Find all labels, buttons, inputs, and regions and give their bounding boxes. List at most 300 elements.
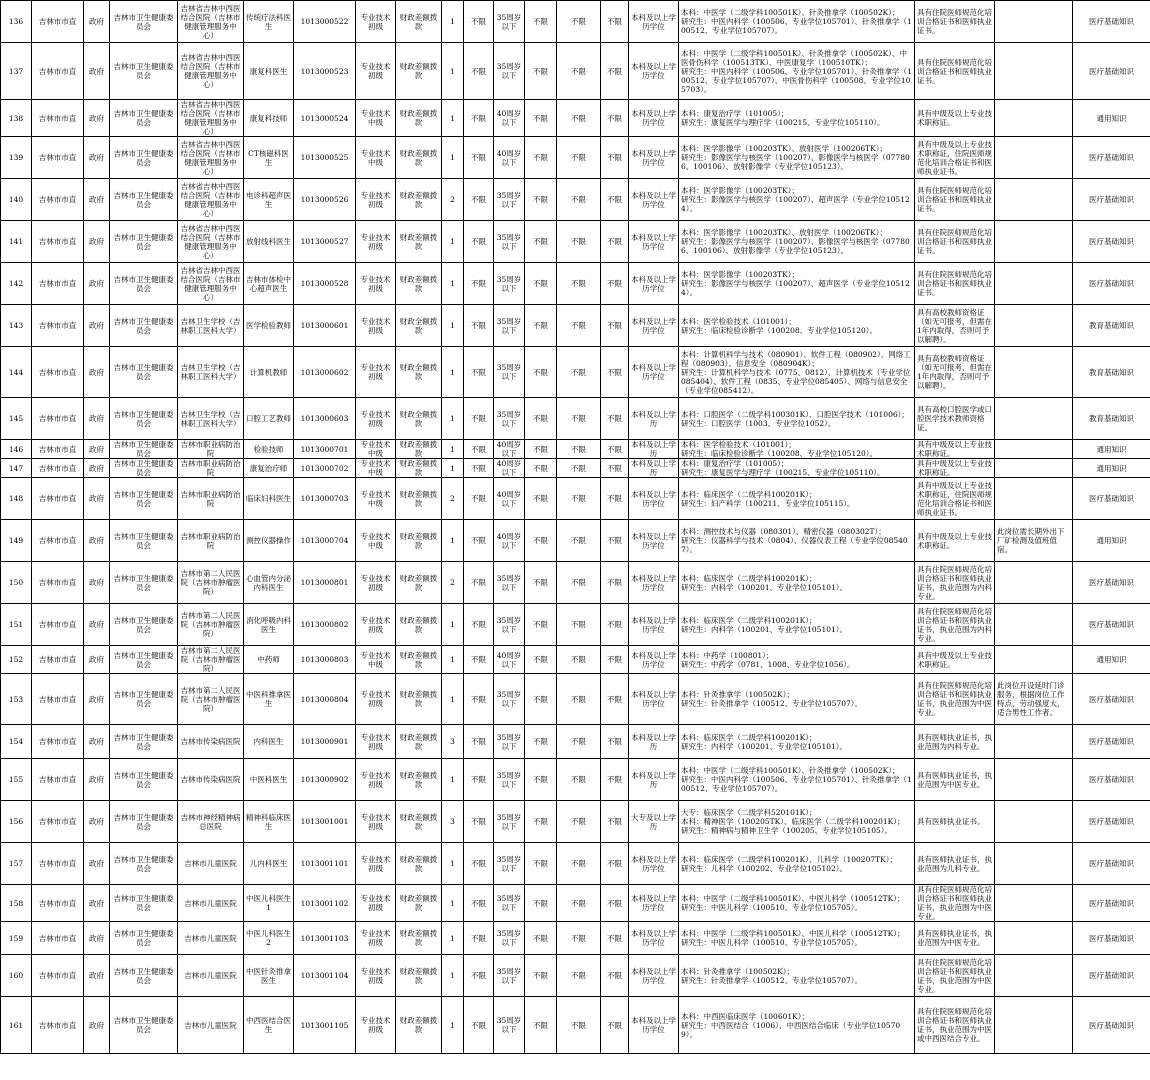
hiring-unit-cell: 吉林市神经精神病总医院	[178, 801, 244, 843]
position-level-cell: 专业技术中级	[356, 440, 396, 459]
remarks-cell	[995, 43, 1073, 100]
ethnicity-requirement-cell: 不限	[525, 305, 557, 347]
position-code-cell: 1013001103	[294, 922, 356, 955]
ethnicity-requirement-cell: 不限	[525, 725, 557, 759]
remarks-cell	[995, 398, 1073, 440]
position-name-cell: 传统疗法科医生	[244, 1, 294, 43]
position-code-cell: 1013001105	[294, 997, 356, 1054]
political-status-cell: 不限	[557, 440, 601, 459]
position-code-cell: 1013000526	[294, 179, 356, 221]
unit-type-cell: 政府	[84, 100, 110, 137]
region-cell: 吉林市市直	[32, 221, 84, 263]
exam-subject-cell: 医疗基础知识	[1073, 885, 1150, 922]
position-level-cell: 专业技术初级	[356, 347, 396, 398]
major-requirement-cell: 本科：临床医学（二级学科100201K）； 研究生：内科学（100201、专业学位105101）。	[679, 562, 915, 604]
age-requirement-cell: 35周岁以下	[494, 179, 525, 221]
experience-requirement-cell: 不限	[601, 179, 629, 221]
hiring-unit-cell: 吉林市传染病医院	[178, 725, 244, 759]
remarks-cell	[995, 562, 1073, 604]
education-cell: 本科及以上学历学位	[629, 221, 679, 263]
funding-type-cell: 财政差额拨款	[396, 843, 442, 885]
gender-requirement-cell: 不限	[464, 43, 494, 100]
position-level-cell: 专业技术初级	[356, 604, 396, 646]
hiring-unit-cell: 吉林市传染病医院	[178, 759, 244, 801]
department-cell: 吉林市卫生健康委员会	[110, 955, 178, 997]
age-requirement-cell: 35周岁以下	[494, 801, 525, 843]
funding-type-cell: 财政差额拨款	[396, 997, 442, 1054]
gender-requirement-cell: 不限	[464, 843, 494, 885]
other-conditions-cell: 具有住院医师规范化培训合格证书和医师执业证书，执业范围为中医专业。	[915, 955, 995, 997]
department-cell: 吉林市卫生健康委员会	[110, 347, 178, 398]
region-cell: 吉林市市直	[32, 759, 84, 801]
exam-subject-cell: 医疗基础知识	[1073, 725, 1150, 759]
funding-type-cell: 财政差额拨款	[396, 520, 442, 562]
political-status-cell: 不限	[557, 305, 601, 347]
department-cell: 吉林市卫生健康委员会	[110, 398, 178, 440]
hiring-unit-cell: 吉林省吉林中西医结合医院（吉林市健康管理服务中心）	[178, 1, 244, 43]
age-requirement-cell: 40周岁以下	[494, 478, 525, 520]
position-level-cell: 专业技术初级	[356, 759, 396, 801]
major-requirement-cell: 本科：康复治疗学（101005）； 研究生：康复医学与理疗学（100215、专业学位105110）。	[679, 459, 915, 478]
education-cell: 本科及以上学历	[629, 398, 679, 440]
experience-requirement-cell: 不限	[601, 478, 629, 520]
political-status-cell: 不限	[557, 604, 601, 646]
experience-requirement-cell: 不限	[601, 520, 629, 562]
headcount-cell: 1	[442, 922, 464, 955]
gender-requirement-cell: 不限	[464, 997, 494, 1054]
remarks-cell: 此岗位开设延时门诊服务，根据岗位工作特点，劳动强度大，适合男性工作者。	[995, 674, 1073, 725]
exam-subject-cell: 医疗基础知识	[1073, 604, 1150, 646]
position-name-cell: 中医儿科医生1	[244, 885, 294, 922]
age-requirement-cell: 35周岁以下	[494, 604, 525, 646]
region-cell: 吉林市市直	[32, 1, 84, 43]
funding-type-cell: 财政差额拨款	[396, 674, 442, 725]
experience-requirement-cell: 不限	[601, 843, 629, 885]
ethnicity-requirement-cell: 不限	[525, 263, 557, 305]
remarks-cell	[995, 347, 1073, 398]
table-row	[1, 137, 1150, 179]
remarks-cell	[995, 885, 1073, 922]
education-cell: 大专及以上学历	[629, 801, 679, 843]
table-row	[1, 43, 1150, 100]
political-status-cell: 不限	[557, 520, 601, 562]
major-requirement-cell: 本科：临床医学（二级学科100201K）； 研究生：内科学（100201、专业学位105101）。	[679, 604, 915, 646]
region-cell: 吉林市市直	[32, 562, 84, 604]
position-level-cell: 专业技术初级	[356, 1, 396, 43]
position-code-cell: 1013000524	[294, 100, 356, 137]
row-number-cell: 147	[1, 459, 32, 478]
hiring-unit-cell: 吉林省吉林中西医结合医院（吉林市健康管理服务中心）	[178, 221, 244, 263]
experience-requirement-cell: 不限	[601, 562, 629, 604]
table-row	[1, 885, 1150, 922]
region-cell: 吉林市市直	[32, 440, 84, 459]
exam-subject-cell: 医疗基础知识	[1073, 221, 1150, 263]
unit-type-cell: 政府	[84, 674, 110, 725]
major-requirement-cell: 本科：中西医临床医学（100601K）； 研究生：中西医结合（1006）、中西医结合临床（专业学位105709）。	[679, 997, 915, 1054]
political-status-cell: 不限	[557, 801, 601, 843]
remarks-cell	[995, 955, 1073, 997]
headcount-cell: 1	[442, 305, 464, 347]
ethnicity-requirement-cell: 不限	[525, 520, 557, 562]
age-requirement-cell: 35周岁以下	[494, 955, 525, 997]
education-cell: 本科及以上学历学位	[629, 646, 679, 674]
funding-type-cell: 财政差额拨款	[396, 43, 442, 100]
gender-requirement-cell: 不限	[464, 305, 494, 347]
major-requirement-cell: 本科：医学影像学（100203TK）； 研究生：影像医学与核医学（100207）、超声医学（专业学位105124）。	[679, 179, 915, 221]
political-status-cell: 不限	[557, 137, 601, 179]
position-code-cell: 1013000801	[294, 562, 356, 604]
row-number-cell: 155	[1, 759, 32, 801]
age-requirement-cell: 35周岁以下	[494, 398, 525, 440]
position-name-cell: 康复科医生	[244, 43, 294, 100]
region-cell: 吉林市市直	[32, 263, 84, 305]
region-cell: 吉林市市直	[32, 179, 84, 221]
exam-subject-cell: 教育基础知识	[1073, 305, 1150, 347]
table-row	[1, 759, 1150, 801]
position-level-cell: 专业技术初级	[356, 922, 396, 955]
unit-type-cell: 政府	[84, 179, 110, 221]
experience-requirement-cell: 不限	[601, 759, 629, 801]
row-number-cell: 159	[1, 922, 32, 955]
headcount-cell: 1	[442, 997, 464, 1054]
position-code-cell: 1013000603	[294, 398, 356, 440]
position-level-cell: 专业技术初级	[356, 43, 396, 100]
other-conditions-cell: 具有住院医师规范化培训合格证书和医师执业证书，执业范围为中医专业。	[915, 674, 995, 725]
exam-subject-cell: 通用知识	[1073, 646, 1150, 674]
department-cell: 吉林市卫生健康委员会	[110, 440, 178, 459]
region-cell: 吉林市市直	[32, 843, 84, 885]
table-row	[1, 459, 1150, 478]
exam-subject-cell: 医疗基础知识	[1073, 137, 1150, 179]
unit-type-cell: 政府	[84, 801, 110, 843]
ethnicity-requirement-cell: 不限	[525, 759, 557, 801]
other-conditions-cell: 具有住院医师规范化培训合格证书和医师执业证书。	[915, 43, 995, 100]
region-cell: 吉林市市直	[32, 347, 84, 398]
age-requirement-cell: 35周岁以下	[494, 43, 525, 100]
other-conditions-cell: 具有住院医师规范化培训合格证书和医师执业证书，执业范围为内科专业。	[915, 562, 995, 604]
remarks-cell	[995, 459, 1073, 478]
ethnicity-requirement-cell: 不限	[525, 179, 557, 221]
position-level-cell: 专业技术初级	[356, 725, 396, 759]
gender-requirement-cell: 不限	[464, 137, 494, 179]
experience-requirement-cell: 不限	[601, 459, 629, 478]
region-cell: 吉林市市直	[32, 604, 84, 646]
position-name-cell: 中医科医生	[244, 759, 294, 801]
department-cell: 吉林市卫生健康委员会	[110, 674, 178, 725]
table-row	[1, 955, 1150, 997]
headcount-cell: 1	[442, 604, 464, 646]
position-name-cell: 儿内科医生	[244, 843, 294, 885]
experience-requirement-cell: 不限	[601, 646, 629, 674]
other-conditions-cell: 具有住院医师规范化培训合格证书和医师执业证书，执业范围为内科专业。	[915, 604, 995, 646]
position-code-cell: 1013000902	[294, 759, 356, 801]
exam-subject-cell: 医疗基础知识	[1073, 922, 1150, 955]
position-name-cell: 康复科技师	[244, 100, 294, 137]
political-status-cell: 不限	[557, 843, 601, 885]
headcount-cell: 1	[442, 263, 464, 305]
funding-type-cell: 财政差额拨款	[396, 478, 442, 520]
position-name-cell: 检验技师	[244, 440, 294, 459]
row-number-cell: 149	[1, 520, 32, 562]
position-level-cell: 专业技术初级	[356, 221, 396, 263]
experience-requirement-cell: 不限	[601, 801, 629, 843]
education-cell: 本科及以上学历学位	[629, 885, 679, 922]
funding-type-cell: 财政差额拨款	[396, 604, 442, 646]
education-cell: 本科及以上学历学位	[629, 100, 679, 137]
other-conditions-cell: 具有医师执业证书，执业范围为儿科专业。	[915, 843, 995, 885]
other-conditions-cell: 具有医师执业证书，执业范围为中医专业。	[915, 922, 995, 955]
ethnicity-requirement-cell: 不限	[525, 440, 557, 459]
headcount-cell: 2	[442, 179, 464, 221]
row-number-cell: 138	[1, 100, 32, 137]
funding-type-cell: 财政差额拨款	[396, 759, 442, 801]
ethnicity-requirement-cell: 不限	[525, 398, 557, 440]
hiring-unit-cell: 吉林省吉林中西医结合医院（吉林市健康管理服务中心）	[178, 137, 244, 179]
table-row	[1, 263, 1150, 305]
row-number-cell: 160	[1, 955, 32, 997]
education-cell: 本科及以上学历学位	[629, 1, 679, 43]
experience-requirement-cell: 不限	[601, 885, 629, 922]
education-cell: 本科及以上学历	[629, 725, 679, 759]
position-name-cell: 测控仪器操作	[244, 520, 294, 562]
position-code-cell: 1013000803	[294, 646, 356, 674]
position-name-cell: 康复治疗师	[244, 459, 294, 478]
funding-type-cell: 财政差额拨款	[396, 725, 442, 759]
position-level-cell: 专业技术初级	[356, 955, 396, 997]
major-requirement-cell: 本科：测控技术与仪器（080301）、精密仪器（080302T）； 研究生：仪器科学与技术（0804）、仪器仪表工程（专业学位085407）。	[679, 520, 915, 562]
row-number-cell: 153	[1, 674, 32, 725]
position-code-cell: 1013001104	[294, 955, 356, 997]
other-conditions-cell: 具有中级及以上专业技术职称证。	[915, 100, 995, 137]
funding-type-cell: 财政差额拨款	[396, 922, 442, 955]
headcount-cell: 1	[442, 759, 464, 801]
hiring-unit-cell: 吉林市第二人民医院（吉林市肿瘤医院）	[178, 562, 244, 604]
unit-type-cell: 政府	[84, 1, 110, 43]
age-requirement-cell: 35周岁以下	[494, 922, 525, 955]
position-name-cell: 吉林市体检中心超声医生	[244, 263, 294, 305]
department-cell: 吉林市卫生健康委员会	[110, 997, 178, 1054]
row-number-cell: 137	[1, 43, 32, 100]
age-requirement-cell: 35周岁以下	[494, 221, 525, 263]
political-status-cell: 不限	[557, 885, 601, 922]
department-cell: 吉林市卫生健康委员会	[110, 263, 178, 305]
headcount-cell: 2	[442, 478, 464, 520]
position-code-cell: 1013000701	[294, 440, 356, 459]
political-status-cell: 不限	[557, 1, 601, 43]
region-cell: 吉林市市直	[32, 137, 84, 179]
region-cell: 吉林市市直	[32, 398, 84, 440]
department-cell: 吉林市卫生健康委员会	[110, 43, 178, 100]
position-name-cell: 口腔工艺教师	[244, 398, 294, 440]
table-row	[1, 398, 1150, 440]
exam-subject-cell: 医疗基础知识	[1073, 955, 1150, 997]
position-level-cell: 专业技术初级	[356, 801, 396, 843]
major-requirement-cell: 本科：中医学（二级学科100501K）、针灸推拿学（100502K）； 研究生：中医内科学（100506、专业学位105701）、针灸推拿学（100512、专业学位105707）。	[679, 759, 915, 801]
remarks-cell	[995, 440, 1073, 459]
gender-requirement-cell: 不限	[464, 398, 494, 440]
headcount-cell: 1	[442, 137, 464, 179]
funding-type-cell: 财政差额拨款	[396, 885, 442, 922]
gender-requirement-cell: 不限	[464, 347, 494, 398]
ethnicity-requirement-cell: 不限	[525, 137, 557, 179]
position-name-cell: CT核磁科医生	[244, 137, 294, 179]
funding-type-cell: 财政全额拨款	[396, 347, 442, 398]
experience-requirement-cell: 不限	[601, 955, 629, 997]
hiring-unit-cell: 吉林市儿童医院	[178, 843, 244, 885]
table-row	[1, 478, 1150, 520]
department-cell: 吉林市卫生健康委员会	[110, 801, 178, 843]
age-requirement-cell: 40周岁以下	[494, 440, 525, 459]
position-level-cell: 专业技术初级	[356, 179, 396, 221]
education-cell: 本科及以上学历	[629, 459, 679, 478]
age-requirement-cell: 40周岁以下	[494, 646, 525, 674]
department-cell: 吉林市卫生健康委员会	[110, 221, 178, 263]
experience-requirement-cell: 不限	[601, 221, 629, 263]
exam-subject-cell: 通用知识	[1073, 100, 1150, 137]
ethnicity-requirement-cell: 不限	[525, 221, 557, 263]
headcount-cell: 1	[442, 520, 464, 562]
education-cell: 本科及以上学历学位	[629, 478, 679, 520]
position-code-cell: 1013000703	[294, 478, 356, 520]
political-status-cell: 不限	[557, 263, 601, 305]
exam-subject-cell: 通用知识	[1073, 440, 1150, 459]
unit-type-cell: 政府	[84, 137, 110, 179]
education-cell: 本科及以上学历学位	[629, 604, 679, 646]
major-requirement-cell: 本科：中药学（100801）； 研究生：中药学（0781、1008、专业学位1056）。	[679, 646, 915, 674]
row-number-cell: 154	[1, 725, 32, 759]
unit-type-cell: 政府	[84, 305, 110, 347]
table-row	[1, 646, 1150, 674]
region-cell: 吉林市市直	[32, 478, 84, 520]
department-cell: 吉林市卫生健康委员会	[110, 459, 178, 478]
other-conditions-cell: 具有住院医师规范化培训合格证书和医师执业证书。	[915, 221, 995, 263]
position-code-cell: 1013000523	[294, 43, 356, 100]
row-number-cell: 146	[1, 440, 32, 459]
table-row	[1, 520, 1150, 562]
remarks-cell	[995, 604, 1073, 646]
row-number-cell: 161	[1, 997, 32, 1054]
region-cell: 吉林市市直	[32, 100, 84, 137]
table-row	[1, 179, 1150, 221]
table-row	[1, 562, 1150, 604]
row-number-cell: 140	[1, 179, 32, 221]
position-code-cell: 1013000804	[294, 674, 356, 725]
experience-requirement-cell: 不限	[601, 725, 629, 759]
region-cell: 吉林市市直	[32, 459, 84, 478]
major-requirement-cell: 本科：临床医学（二级学科100201K）； 研究生：内科学（100201、专业学位105101）。	[679, 725, 915, 759]
row-number-cell: 151	[1, 604, 32, 646]
position-code-cell: 1013000702	[294, 459, 356, 478]
position-level-cell: 专业技术中级	[356, 459, 396, 478]
experience-requirement-cell: 不限	[601, 43, 629, 100]
education-cell: 本科及以上学历学位	[629, 922, 679, 955]
remarks-cell: 此岗位需长期外出下厂矿检测及值班值宿。	[995, 520, 1073, 562]
unit-type-cell: 政府	[84, 843, 110, 885]
headcount-cell: 1	[442, 100, 464, 137]
political-status-cell: 不限	[557, 43, 601, 100]
gender-requirement-cell: 不限	[464, 100, 494, 137]
exam-subject-cell: 医疗基础知识	[1073, 674, 1150, 725]
funding-type-cell: 财政差额拨款	[396, 221, 442, 263]
funding-type-cell: 财政差额拨款	[396, 646, 442, 674]
political-status-cell: 不限	[557, 955, 601, 997]
region-cell: 吉林市市直	[32, 801, 84, 843]
table-row	[1, 801, 1150, 843]
position-name-cell: 临床妇科医生	[244, 478, 294, 520]
experience-requirement-cell: 不限	[601, 263, 629, 305]
remarks-cell	[995, 843, 1073, 885]
other-conditions-cell: 具有高校口腔医学或口腔医学技术教师资格证。	[915, 398, 995, 440]
remarks-cell	[995, 759, 1073, 801]
political-status-cell: 不限	[557, 478, 601, 520]
education-cell: 本科及以上学历学位	[629, 562, 679, 604]
unit-type-cell: 政府	[84, 562, 110, 604]
region-cell: 吉林市市直	[32, 43, 84, 100]
ethnicity-requirement-cell: 不限	[525, 459, 557, 478]
gender-requirement-cell: 不限	[464, 562, 494, 604]
age-requirement-cell: 40周岁以下	[494, 137, 525, 179]
headcount-cell: 1	[442, 43, 464, 100]
unit-type-cell: 政府	[84, 604, 110, 646]
position-code-cell: 1013000901	[294, 725, 356, 759]
headcount-cell: 1	[442, 955, 464, 997]
hiring-unit-cell: 吉林市第二人民医院（吉林市肿瘤医院）	[178, 604, 244, 646]
other-conditions-cell: 具有住院医师规范化培训合格证书和医师执业证书。	[915, 1, 995, 43]
remarks-cell	[995, 263, 1073, 305]
age-requirement-cell: 35周岁以下	[494, 347, 525, 398]
political-status-cell: 不限	[557, 674, 601, 725]
exam-subject-cell: 医疗基础知识	[1073, 997, 1150, 1054]
hiring-unit-cell: 吉林市职业病防治院	[178, 520, 244, 562]
exam-subject-cell: 医疗基础知识	[1073, 263, 1150, 305]
position-level-cell: 专业技术初级	[356, 997, 396, 1054]
table-row	[1, 305, 1150, 347]
age-requirement-cell: 35周岁以下	[494, 305, 525, 347]
major-requirement-cell: 本科：中医学（二级学科100501K）、针灸推拿学（100502K）、中医骨伤科学（100513TK）、中医康复学（100510TK）； 研究生：中医内科学（100506、专业学位105701）、针灸推拿学（100512、专业学位105707）、中医骨伤科学（100508、专业学位105703）。	[679, 43, 915, 100]
position-code-cell: 1013000528	[294, 263, 356, 305]
unit-type-cell: 政府	[84, 725, 110, 759]
remarks-cell	[995, 922, 1073, 955]
unit-type-cell: 政府	[84, 885, 110, 922]
education-cell: 本科及以上学历学位	[629, 137, 679, 179]
experience-requirement-cell: 不限	[601, 604, 629, 646]
gender-requirement-cell: 不限	[464, 440, 494, 459]
hiring-unit-cell: 吉林市儿童医院	[178, 955, 244, 997]
region-cell: 吉林市市直	[32, 922, 84, 955]
education-cell: 本科及以上学历学位	[629, 955, 679, 997]
education-cell: 本科及以上学历学位	[629, 520, 679, 562]
row-number-cell: 152	[1, 646, 32, 674]
education-cell: 本科及以上学历学位	[629, 997, 679, 1054]
unit-type-cell: 政府	[84, 997, 110, 1054]
experience-requirement-cell: 不限	[601, 347, 629, 398]
exam-subject-cell: 通用知识	[1073, 520, 1150, 562]
major-requirement-cell: 本科：针灸推拿学（100502K）； 研究生：针灸推拿学（100512、专业学位105707）。	[679, 955, 915, 997]
major-requirement-cell: 本科：医学影像学（100203TK）、放射医学（100206TK）； 研究生：影像医学与核医学（100207）、影像医学与核医学（077806、100106）、放射影像学（专业学位105123）。	[679, 221, 915, 263]
position-level-cell: 专业技术初级	[356, 843, 396, 885]
major-requirement-cell: 本科：计算机科学与技术（080901）、软件工程（080902）、网络工程（080903）、信息安全（080904K）； 研究生：计算机科学与技术（0775、0812）、计算机技术（专业学位085404）、软件工程（0835、专业学位085405）、网络与信息安全（专业学位085412）。	[679, 347, 915, 398]
hiring-unit-cell: 吉林卫生学校（吉林职工医科大学）	[178, 347, 244, 398]
exam-subject-cell: 医疗基础知识	[1073, 1, 1150, 43]
remarks-cell	[995, 646, 1073, 674]
row-number-cell: 156	[1, 801, 32, 843]
gender-requirement-cell: 不限	[464, 646, 494, 674]
gender-requirement-cell: 不限	[464, 885, 494, 922]
region-cell: 吉林市市直	[32, 725, 84, 759]
region-cell: 吉林市市直	[32, 520, 84, 562]
major-requirement-cell: 本科：中医学（二级学科100501K）、中医儿科学（100512TK）； 研究生：中医儿科学（100510、专业学位105705）。	[679, 885, 915, 922]
age-requirement-cell: 40周岁以下	[494, 459, 525, 478]
